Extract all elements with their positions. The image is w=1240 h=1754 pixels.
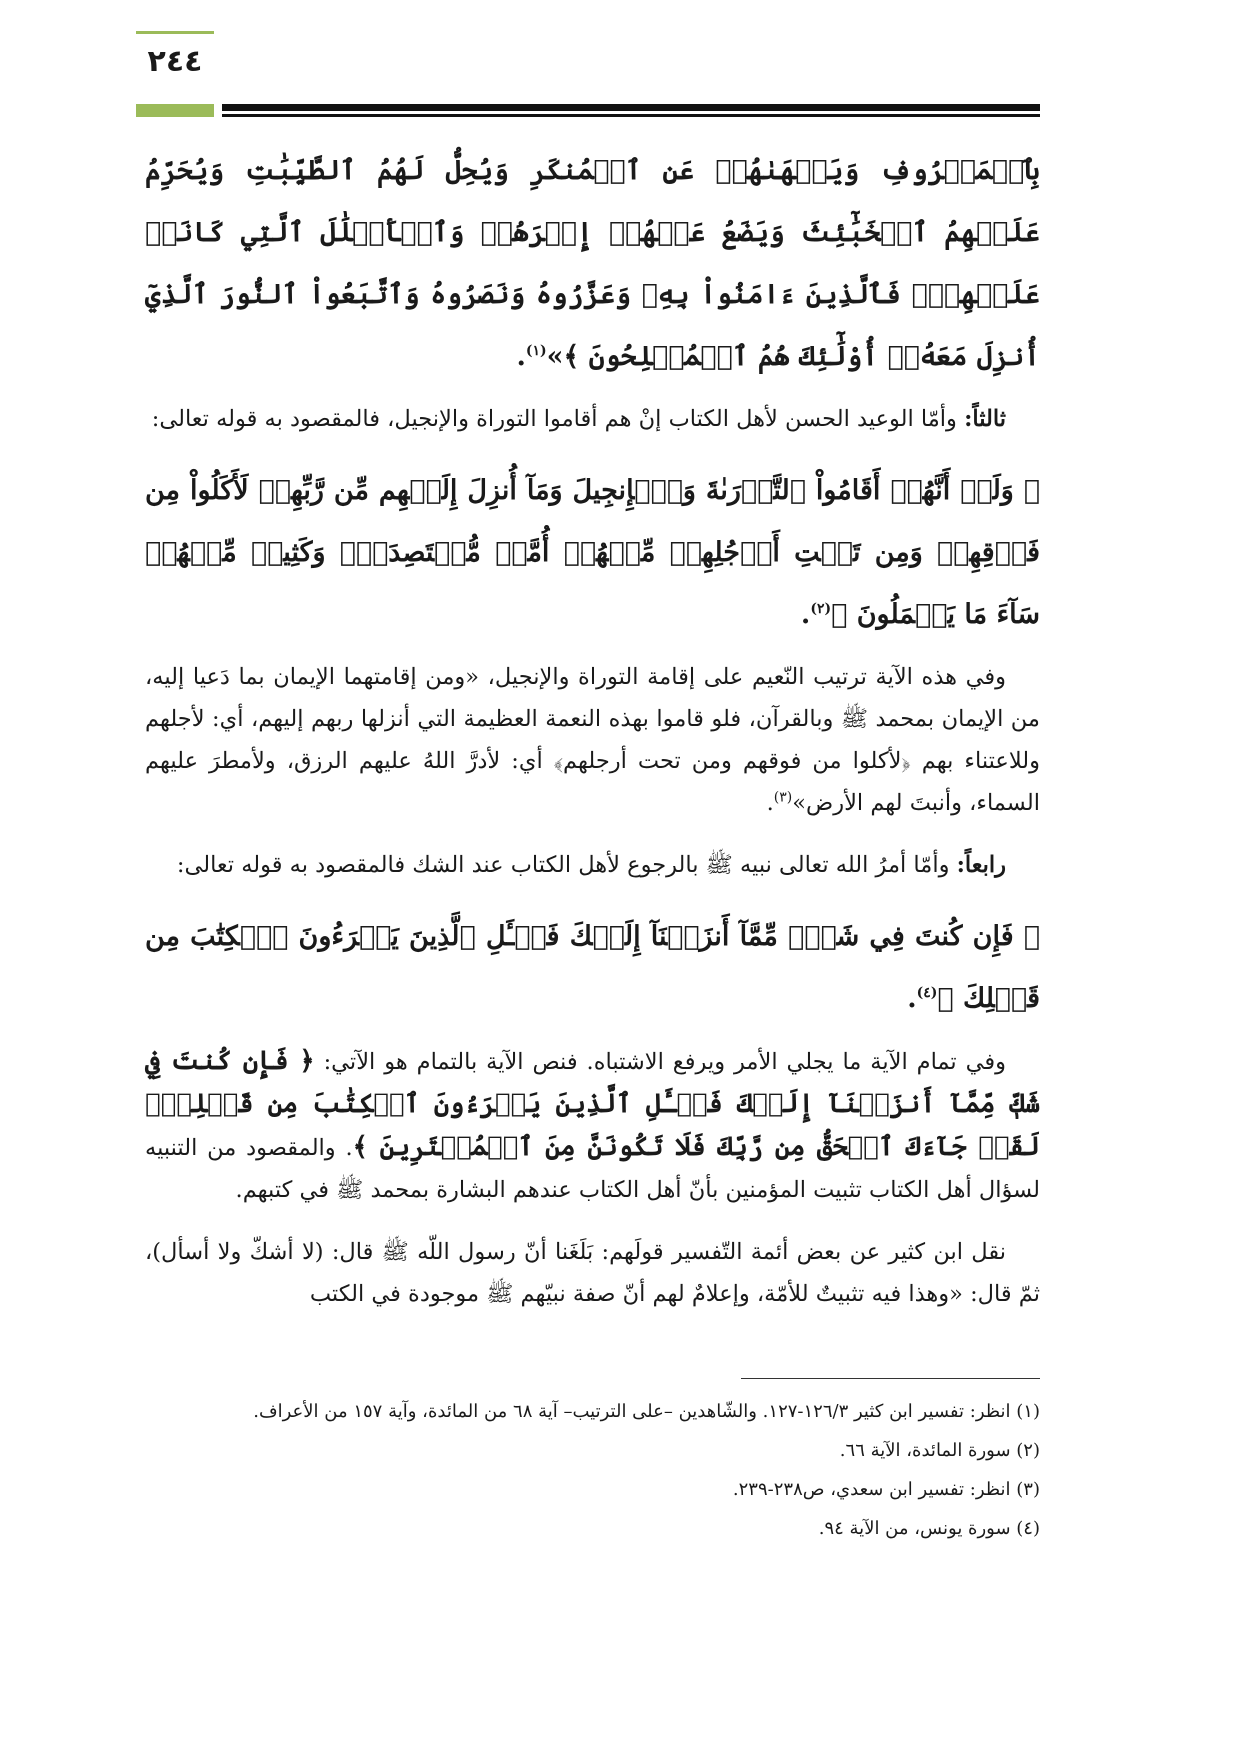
- quran-verse-continuation: بِٱلۡمَعۡرُوفِ وَيَنۡهَىٰهُمۡ عَنِ ٱلۡمُنكَرِ وَيُحِلُّ لَهُمُ ٱلطَّيِّبَٰتِ وَيُحَرِّمُ عَلَيۡهِمُ ٱلۡخَبَٰٓئِثَ وَيَضَعُ عَنۡهُمۡ إِصۡرَهُمۡ وَٱلۡأَغۡلَٰلَ ٱلَّتِي كَانَتۡ عَلَيۡهِمۡۚ فَٱلَّذِينَ ءَامَنُواْ بِهِۦ وَعَزَّرُوهُ وَنَصَرُوهُ وَٱتَّبَعُواْ ٱلنُّورَ ٱلَّذِيٓ أُنزِلَ مَعَهُۥٓ أُوْلَٰٓئِكَ هُمُ ٱلۡمُفۡلِحُونَ ﴾»$^{(١)}$.: [145, 155, 1040, 372]
- footnote-separator: [741, 1378, 1040, 1379]
- paragraph-fourth: [145, 844, 1040, 886]
- paragraph-commentary: وفي هذه الآية ترتيب النّعيم على إقامة التوراة والإنجيل، «ومن إقامتهما الإيمان بما دَعيا إليه، من الإيمان بمحمد ﷺ وبالقرآن، فلو قاموا بهذه النعمة العظيمة التي أنزلها ربهم إليهم، أي: لأجلهم وللاعتناء بهم ﴿لأكلوا من فوقهم ومن تحت أرجلهم﴾ أي: لأدرَّ اللهُ عليهم الرزق، ولأمطرَ عليهم السماء، وأنبتَ لهم الأرض»$^{(٣)}$.: [145, 664, 1040, 816]
- verse-text: بِٱلۡمَعۡرُوفِ وَيَنۡهَىٰهُمۡ عَنِ ٱلۡمُنكَرِ وَيُحِلُّ لَهُمُ ٱلطَّيِّبَٰتِ وَيُحَرِّمُ عَلَيۡهِمُ ٱلۡخَبَٰٓئِثَ وَيَضَعُ عَنۡهُمۡ إِصۡرَهُمۡ وَٱلۡأَغۡلَٰلَ ٱلَّتِي كَانَتۡ عَلَيۡهِمۡۚ فَٱلَّذِينَ ءَامَنُواْ بِهِۦ وَعَزَّرُوهُ وَنَصَرُوهُ وَٱتَّبَعُواْ ٱلنُّورَ ٱلَّذِيٓ أُنزِلَ مَعَهُۥٓ أُوْلَٰٓئِكَ هُمُ ٱلۡمُفۡلِحُونَ ﴾»: [145, 155, 1040, 372]
- paragraph-full-verse: وفي تمام الآية ما يجلي الأمر ويرفع الاشتباه. فنص الآية بالتمام هو الآتي: ﴿ فَإِن كُنتَ فِي شَكّٖ مِّمَّآ أَنزَلۡنَآ إِلَيۡكَ فَسۡـَٔلِ ٱلَّذِينَ يَقۡرَءُونَ ٱلۡكِتَٰبَ مِن قَبۡلِكَۚ لَقَدۡ جَآءَكَ ٱلۡحَقُّ مِن رَّبِّكَ فَلَا تَكُونَنَّ مِنَ ٱلۡمُمۡتَرِينَ ﴾. والمقصود من التنبيه لسؤال أهل الكتاب تثبيت المؤمنين بأنّ أهل الكتاب عندهم البشارة بمحمد ﷺ في كتبهم.: [145, 1046, 1040, 1203]
- paragraph-text: نقل ابن كثير عن بعض أئمة التّفسير قولَهم: بَلَغَنا أنّ رسول اللّه ﷺ قال: (لا أشكّ ولا أسأل)، ثمّ قال: «وهذا فيه تثبيتٌ للأمّة، وإعلامٌ لهم أنّ صفة نبيّهم ﷺ موجودة في الكتب: [145, 1239, 1040, 1307]
- footnote: (٤) سورة يونس، من الآية ٩٤.: [818, 1518, 1040, 1539]
- verse-text: ﴿ وَلَوۡ أَنَّهُمۡ أَقَامُواْ ٱلتَّوۡرَىٰةَ وَٱلۡإِنجِيلَ وَمَآ أُنزِلَ إِلَيۡهِم مِّن رَّبِّهِمۡ لَأَكَلُواْ مِن فَوۡقِهِمۡ وَمِن تَحۡتِ أَرۡجُلِهِمۚ مِّنۡهُمۡ أُمَّةٞ مُّقۡتَصِدَةٞۖ وَكَثِيرٞ مِّنۡهُمۡ سَآءَ مَا يَعۡمَلُونَ ﴾: [145, 475, 1040, 630]
- footnote: (٢) سورة المائدة، الآية ٦٦.: [839, 1440, 1040, 1461]
- section-label: ثالثاً:: [964, 406, 1006, 432]
- paragraph-text: وأمّا الوعيد الحسن لأهل الكتاب إنْ هم أقاموا التوراة والإنجيل، فالمقصود به قوله تعالى:: [151, 406, 957, 432]
- paragraph-text: والمقصود من التنبيه لسؤال أهل الكتاب تثبيت المؤمنين بأنّ أهل الكتاب عندهم البشارة بمحمد ﷺ في كتبهم.: [145, 1135, 1040, 1203]
- quran-verse: ﴿ فَإِن كُنتَ فِي شَكّٖ مِّمَّآ أَنزَلۡنَآ إِلَيۡكَ فَسۡـَٔلِ ٱلَّذِينَ يَقۡرَءُونَ ٱلۡكِتَٰبَ مِن قَبۡلِكَ ﴾$^{(٤)}$.: [145, 921, 1040, 1014]
- page-body: [145, 140, 1040, 1335]
- paragraph-text: وفي هذه الآية ترتيب النّعيم على إقامة التوراة والإنجيل، «ومن إقامتهما الإيمان بما دَعيا إليه، من الإيمان بمحمد ﷺ وبالقرآن، فلو قاموا بهذه النعمة العظيمة التي أنزلها ربهم إليهم، أي: لأجلهم وللاعتناء بهم ﴿لأكلوا من فوقهم ومن تحت أرجلهم﴾ أي: لأدرَّ اللهُ عليهم الرزق، ولأمطرَ عليهم السماء، وأنبتَ لهم الأرض»: [145, 664, 1040, 816]
- paragraph-text: وفي تمام الآية ما يجلي الأمر ويرفع الاشتباه. فنص الآية بالتمام هو الآتي:: [323, 1049, 1007, 1075]
- page-number: ٢٤٤: [147, 44, 203, 79]
- footnotes: [145, 1392, 1040, 1548]
- paragraph-third: [145, 398, 1040, 440]
- section-label: رابعاً:: [956, 852, 1006, 878]
- footnote-ref: (١): [525, 343, 547, 359]
- verse-text: ﴿ فَإِن كُنتَ فِي شَكّٖ مِّمَّآ أَنزَلۡنَآ إِلَيۡكَ فَسۡـَٔلِ ٱلَّذِينَ يَقۡرَءُونَ ٱلۡكِتَٰبَ مِن قَبۡلِكَۚ لَقَدۡ جَآءَكَ ٱلۡحَقُّ مِن رَّبِّكَ فَلَا تَكُونَنَّ مِنَ ٱلۡمُمۡتَرِينَ ﴾: [145, 1046, 1040, 1162]
- footnote-ref: (٤): [916, 985, 938, 1001]
- quran-verse: ﴿ وَلَوۡ أَنَّهُمۡ أَقَامُواْ ٱلتَّوۡرَىٰةَ وَٱلۡإِنجِيلَ وَمَآ أُنزِلَ إِلَيۡهِم مِّن رَّبِّهِمۡ لَأَكَلُواْ مِن فَوۡقِهِمۡ وَمِن تَحۡتِ أَرۡجُلِهِمۚ مِّنۡهُمۡ أُمَّةٞ مُّقۡتَصِدَةٞۖ وَكَثِيرٞ مِّنۡهُمۡ سَآءَ مَا يَعۡمَلُونَ ﴾$^{(٢)}$.: [145, 475, 1040, 630]
- header-green-bar: [136, 104, 214, 117]
- paragraph-text: وأمّا أمرُ الله تعالى نبيه ﷺ بالرجوع لأهل الكتاب عند الشك فالمقصود به قوله تعالى:: [176, 852, 950, 878]
- header-rule: [222, 104, 1040, 117]
- footnote-ref: (٣): [773, 789, 793, 806]
- verse-text: ﴿ فَإِن كُنتَ فِي شَكّٖ مِّمَّآ أَنزَلۡنَآ إِلَيۡكَ فَسۡـَٔلِ ٱلَّذِينَ يَقۡرَءُونَ ٱلۡكِتَٰبَ مِن قَبۡلِكَ ﴾: [145, 921, 1040, 1014]
- footnote-ref: (٢): [810, 601, 832, 617]
- header-accent-line: [136, 31, 214, 34]
- footnote: (١) انظر: تفسير ابن كثير ١٢٦/٣-١٢٧. والشّاهدين –على الترتيب– آية ٦٨ من المائدة، وآية ١٥٧ من الأعراف.: [253, 1401, 1040, 1422]
- footnote: (٣) انظر: تفسير ابن سعدي، ص٢٣٨-٢٣٩.: [732, 1479, 1040, 1500]
- paragraph-ibn-kathir: [145, 1231, 1040, 1315]
